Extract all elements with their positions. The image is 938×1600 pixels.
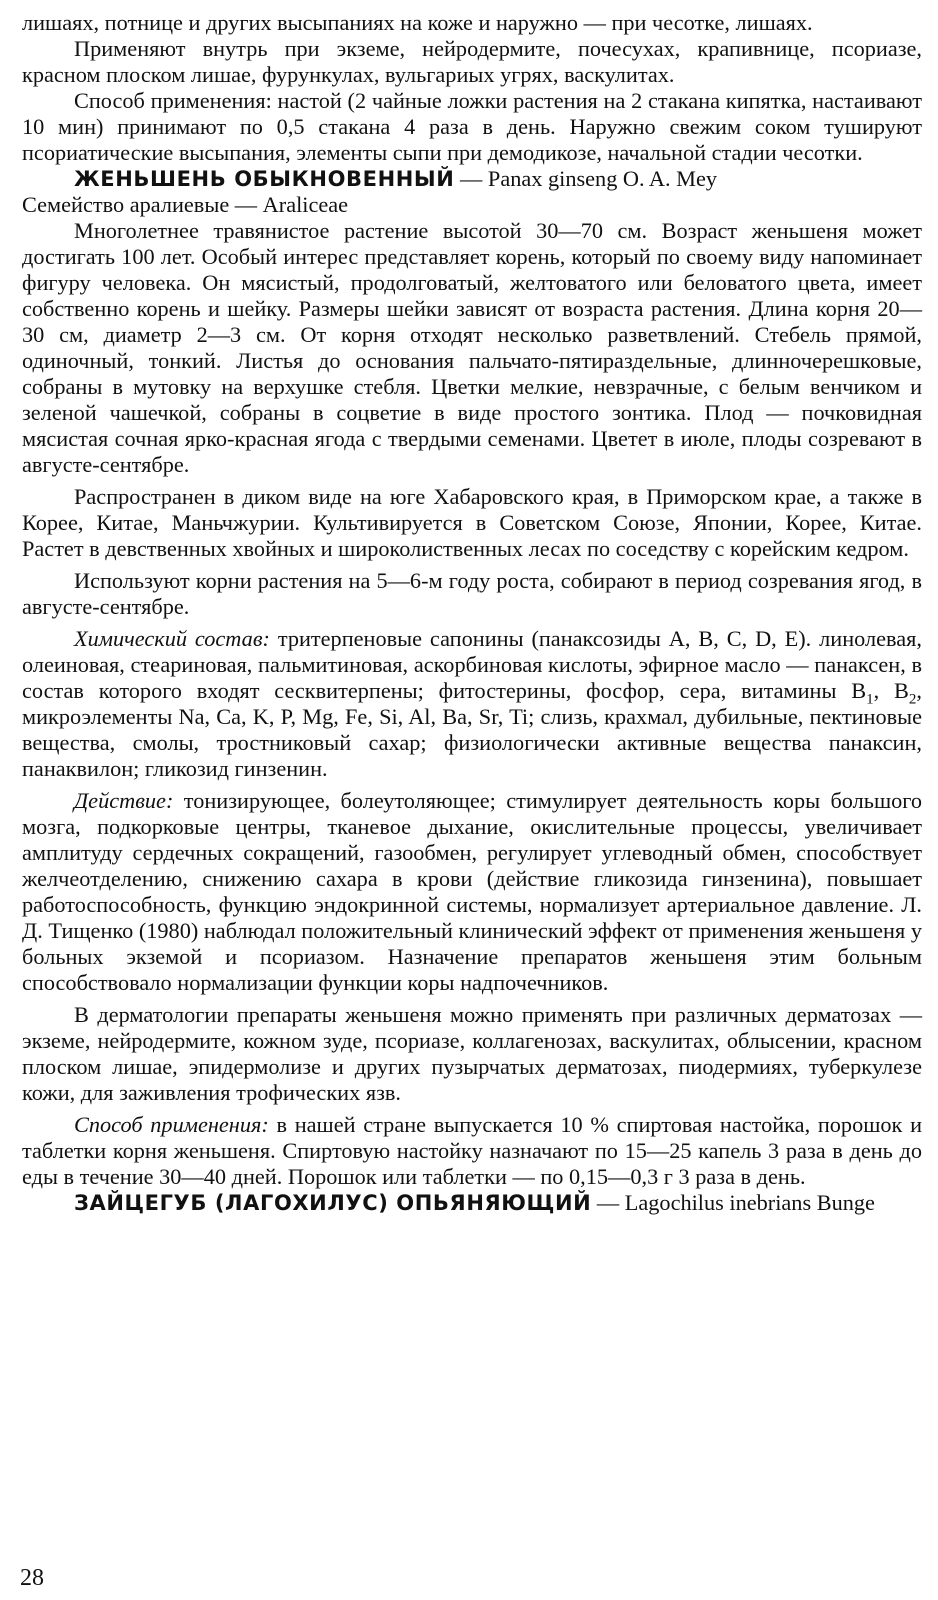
paragraph-collection: Используют корни растения на 5—6-м году роста, собирают в период созревания ягод, в августе-сентябре. xyxy=(22,568,922,619)
paragraph-chemistry xyxy=(22,626,922,782)
chemistry-label: Химический состав: xyxy=(74,626,270,651)
family-line: Семейство аралиевые — Araliceae xyxy=(22,192,349,217)
heading-latin: — Panax ginseng O. A. Mey xyxy=(454,166,718,191)
heading-latin-2: — Lagochilus inebrians Bunge xyxy=(591,1190,875,1215)
chemistry-text-a: тритерпеновые сапонины (панаксозиды A, B, C, D, E). линолевая, олеиновая, стеариновая, пальмитиновая, аскорбиновая кислоты, эфирное масло — панаксен, в состав которого входят сесквитерпены; фитостерины, фосфор, сера, витамины B xyxy=(22,626,922,703)
subscript-1: 1 xyxy=(866,691,874,708)
heading-title-2: ЗАЙЦЕГУБ (ЛАГОХИЛУС) ОПЬЯНЯЮЩИЙ xyxy=(74,1191,592,1215)
chemistry-text-c: , микроэлементы Na, Ca, K, P, Mg, Fe, Si, Al, Ba, Sr, Ti; слизь, крахмал, дубильные, пектиновые вещества, смолы, тростниковый сахар; физиологически активные вещества панаксин, панаквилон; гликозид гинзенин. xyxy=(22,678,922,781)
heading-title: ЖЕНЬШЕНЬ ОБЫКНОВЕННЫЙ xyxy=(74,167,455,191)
paragraph-distribution: Распространен в диком виде на юге Хабаровского края, в Приморском крае, а также в Корее, Китае, Маньчжурии. Культивируется в Советском Союзе, Японии, Корее, Китае. Растет в девственных хвойных и широколиственных лесах по соседству с корейским кедром. xyxy=(22,484,922,561)
paragraph-action xyxy=(22,788,922,996)
chemistry-text-b: , B xyxy=(873,678,909,703)
action-label: Действие: xyxy=(74,788,174,813)
page-body xyxy=(22,10,922,1216)
dosage-label: Способ применения: xyxy=(74,1112,269,1137)
paragraph-indications: Применяют внутрь при экземе, нейродермите, почесухах, крапивнице, псориазе, красном плоском лишае, фурункулах, вульгариых угрях, васкулитах. xyxy=(22,36,922,87)
paragraph-dosage xyxy=(22,1112,922,1190)
action-text: тонизирующее, болеутоляющее; стимулирует деятельность коры большого мозга, подкорковые центры, тканевое дыхание, окислительные процессы, увеличивает амплитуду сердечных сокращений, газообмен, регулирует углеводный обмен, способствует желчеотделению, снижению сахара в крови (действие гликозида гинзенина), повышает работоспособность, функцию эндокринной системы, нормализует артериальное давление. Л. Д. Тищенко (1980) наблюдал положительный клинический эффект от применения женьшеня у больных экземой и псориазом. Назначение препаратов женьшеня этим больным способствовало нормализации функции коры надпочечников. xyxy=(22,788,922,995)
section-heading-ginseng xyxy=(22,166,922,192)
paragraph-dermatology: В дерматологии препараты женьшеня можно применять при различных дерматозах — экземе, нейродермите, кожном зуде, псориазе, коллагенозах, васкулитах, облысении, красном плоском лишае, эпидермолизе и других пузырчатых дерматозах, пиодермиях, туберкулезе кожи, для заживления трофических язв. xyxy=(22,1002,922,1105)
subscript-2: 2 xyxy=(908,691,917,708)
paragraph-usage: Способ применения: настой (2 чайные ложки растения на 2 стакана кипятка, настаивают 10 мин) принимают по 0,5 стакана 4 раза в день. Наружно свежим соком тушируют псориатические высыпания, элементы сыпи при демодикозе, начальной стадии чесотки. xyxy=(22,88,922,165)
page-number: 28 xyxy=(20,1565,44,1591)
dosage-text: в нашей стране выпускается 10 % спиртовая настойка, порошок и таблетки корня женьшеня. Спиртовую настойку назначают по 15—25 капель 3 раза в день до еды в течение 30—40 дней. Порошок или таблетки — по 0,15—0,3 г 3 раза в день. xyxy=(22,1112,922,1189)
section-heading-lagochilus xyxy=(22,1190,922,1216)
paragraph-continuation: лишаях, потнице и других высыпаниях на коже и наружно — при чесотке, лишаях. xyxy=(22,10,813,35)
paragraph-description: Многолетнее травянистое растение высотой 30—70 см. Возраст женьшеня может достигать 100 лет. Особый интерес представляет корень, который по своему виду напоминает фигуру человека. Он мясистый, продолговатый, желтоватого или беловатого цвета, имеет собственно корень и шейку. Размеры шейки зависят от возраста растения. Длина корня 20—30 см, диаметр 2—3 см. От корня отходят несколько разветвлений. Стебель прямой, одиночный, тонкий. Листья до основания пальчато-пятираздельные, длинночерешковые, собраны в мутовку на верхушке стебля. Цветки мелкие, невзрачные, с белым венчиком и зеленой чашечкой, собраны в соцветие в виде простого зонтика. Плод — почковидная мясистая сочная ярко-красная ягода с твердыми семенами. Цветет в июле, плоды созревают в августе-сентябре. xyxy=(22,218,922,477)
